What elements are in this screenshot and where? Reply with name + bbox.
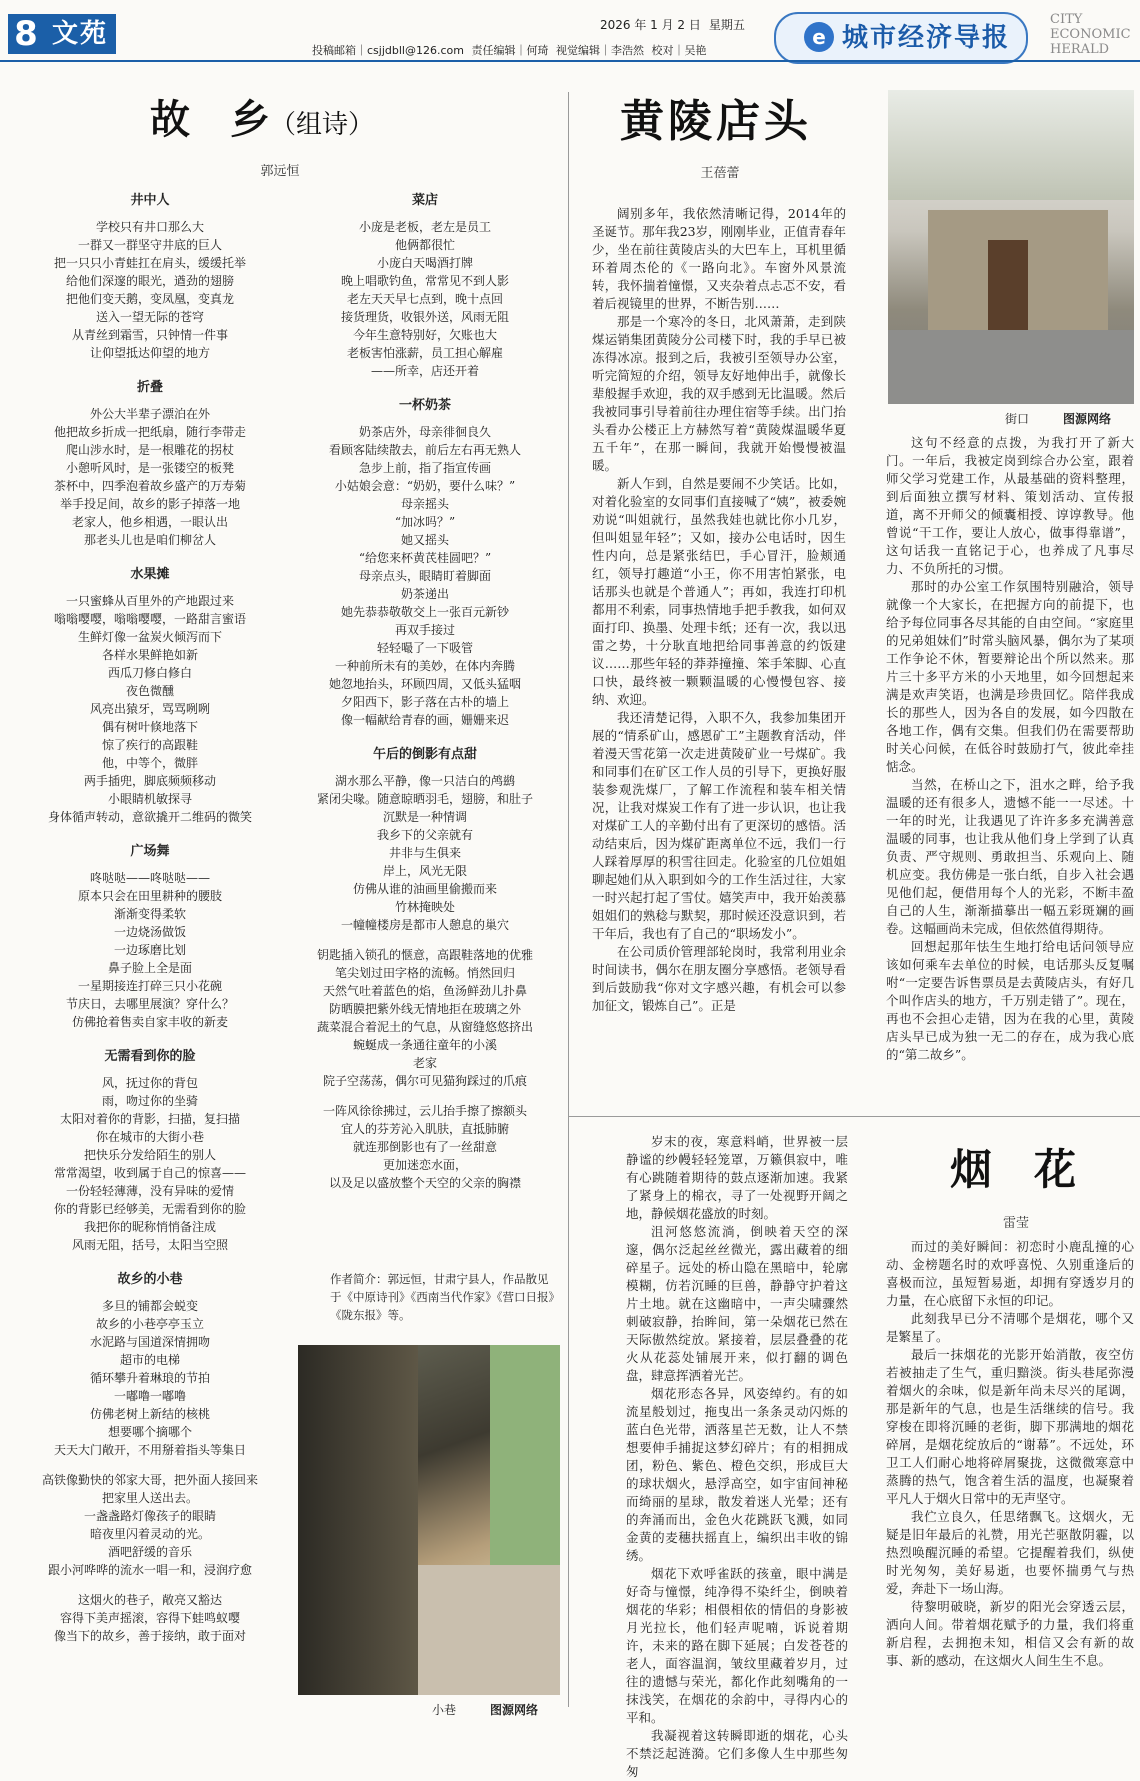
poem-line: 像当下的故乡，善于接纳，敢于面对	[53, 1629, 246, 1643]
paragraph: 我凝视着这转瞬即逝的烟花，心头不禁泛起涟漪。它们多像人生中那些匆匆	[626, 1728, 848, 1779]
issue-date	[600, 16, 753, 33]
poem-line: “加冰吗？”	[394, 515, 456, 529]
poem-line: 今年生意特别好，欠账也大	[352, 328, 497, 342]
poem-line: 湖水那么平静，像一只洁白的鸬鹚	[334, 774, 515, 788]
poem	[290, 189, 560, 380]
poem-title: 无需看到你的脸	[104, 1049, 196, 1064]
masthead	[774, 12, 1028, 64]
poem-line: 一份轻轻薄薄，没有异味的爱情	[65, 1184, 234, 1198]
poem-line: 常常渴望，收到属于自己的惊喜——	[53, 1166, 246, 1180]
poem-line: 超市的电梯	[119, 1353, 180, 1367]
paragraph: 烟花下欢呼雀跃的孩童，眼中满是好奇与憧憬，纯净得不染纤尘，倒映着烟花的华彩；相偎相依的情侣的身影被月光拉长，他们轻声呢喃，诉说着期许，未来的路在脚下延展；白发苍苍的老人，面容温润，皱纹里藏着岁月，过往的遗憾与荣光，都化作此刻嘴角的一抹浅笑，在烟花的余韵中，寻得内心的平和。	[626, 1566, 848, 1725]
poem-line: 蜿蜒成一条通往童年的小溪	[352, 1038, 497, 1052]
poem-line: 母亲点头，眼睛盯着脚面	[358, 569, 491, 583]
photo1-caption	[432, 1701, 538, 1718]
poem-line: 一幢幢楼房是都市人憩息的巢穴	[340, 918, 509, 932]
poems-column-right	[290, 175, 560, 1192]
poem-line: 水泥路与国道深情拥吻	[89, 1335, 210, 1349]
poem-title: 一杯奶茶	[398, 398, 451, 413]
paragraph: 我伫立良久，任思绪飘飞。这烟火，无疑是旧年最后的礼赞，用光芒驱散阴霾，以热烈唤醒沉睡的希望。它提醒着我们，纵使时光匆匆，美好易逝，也要怀揣勇气与热爱，奔赴下一场山海。	[886, 1509, 1134, 1596]
poem-line: 故乡的小巷亭亭玉立	[95, 1317, 204, 1331]
poem-line: 像一幅献给青春的画，姗姗来迟	[340, 713, 509, 727]
poem-line: 就连那倒影也有了一丝甜意	[352, 1140, 497, 1154]
poem-line: 各样水果鲜艳如新	[101, 648, 198, 662]
poem-line: 学校只有井口那么大	[95, 220, 204, 234]
poem-line: 再双手接过	[394, 623, 455, 637]
photo-wall-shade	[298, 1345, 418, 1695]
poem-line: 从青丝到霜雪，只钟情一件事	[71, 328, 228, 342]
poem-line: 小庞是老板，老左是员工	[358, 220, 491, 234]
poem-line: 以及足以盛放整个天空的父亲的胸襟	[328, 1176, 521, 1190]
poem-line: 一种前所未有的美妙，在体内奔腾	[334, 659, 515, 673]
photo-path	[418, 1565, 560, 1695]
article2-author: 王蓓蕾	[700, 166, 740, 181]
paragraph: 此刻我早已分不清哪个是烟花，哪个又是繁星了。	[886, 1311, 1134, 1344]
paragraph: 沮河悠悠流淌，倒映着天空的深邃，偶尔泛起丝丝微光，露出藏着的细碎星子。远处的桥山隐在黑暗中，轮廓模糊，仿若沉睡的巨兽，静静守护着这片土地。就在这幽暗中，一声尖啸骤然刺破寂静，抬眸间，第一朵烟花已然在天际傲然绽放。紧接着，层层叠叠的花火从花蕊处铺展开来，似打翻的调色盘，肆意挥洒着光芒。	[626, 1224, 848, 1383]
poem-line: 晚上唱歌钓鱼，常常见不到人影	[340, 274, 509, 288]
poem-line: 偶有树叶倏地落下	[101, 720, 198, 734]
poem-line: 一只蜜蜂从百里外的产地跟过来	[65, 594, 234, 608]
poem-line: 循环攀升着琳琅的节拍	[89, 1371, 210, 1385]
poem-line: 老板害怕涨薪，员工担心解雇	[346, 346, 503, 360]
poem-line: 钥匙插入锁孔的惬意，高跟鞋落地的优雅	[316, 948, 533, 962]
poem-line: 两手插兜，脚底频频移动	[83, 774, 216, 788]
poem-line: 酒吧舒缓的音乐	[107, 1545, 192, 1559]
poem-line: 夕阳西下，影子落在古朴的墙上	[340, 695, 509, 709]
poem-line: 原本只会在田里耕种的腰肢	[77, 889, 222, 903]
poem-title: 折叠	[136, 380, 163, 395]
section-name: 文苑	[44, 14, 116, 54]
article2-body-right	[886, 434, 1134, 1064]
paragraph: 待黎明破晓，新岁的阳光会穿透云层，洒向人间。带着烟花赋予的力量，我们将重新启程，去拥抱未知，相信又会有新的故事、新的感动，在这烟火人间生生不息。	[886, 1599, 1134, 1668]
poem-line: 看顾客陆续散去，前后左右再无熟人	[328, 443, 521, 457]
credit-proof: 校对｜吴艳	[651, 44, 707, 57]
poem-line: 西瓜刀修白修白	[107, 666, 192, 680]
poem	[290, 743, 560, 934]
poem-line: 夜色微醺	[125, 684, 174, 698]
paragraph: 我还清楚记得，入职不久，我参加集团开展的“情系矿山，感恩矿工”主题教育活动，伴着漫天雪花第一次走进黄陵矿业一号煤矿。我和同事们在矿区工作人员的引导下，更换好服装参观洗煤厂，了解工作流程和装车相关情况，让我对煤炭工作有了进一步认识，也让我对煤矿工人的辛勤付出有了更深切的感悟。活动结束后，因为煤矿距离单位不远，我们一行人踩着厚厚的积雪往回走。化验室的几位姐姐聊起她们从入职到如今的工作生活过往，大家一时兴起打起了雪仗。嬉笑声中，我开始羡慕姐姐们的熟稔与默契，那时候还没意识到，若干年后，我也有了自己的“职场发小”。	[592, 710, 846, 941]
poem-line: 紧闭尖喙。随意晾晒羽毛，翅膀，和肚子	[316, 792, 533, 806]
poem-title: 广场舞	[130, 844, 170, 859]
photo2-caption-text: 街口	[1005, 412, 1030, 426]
article2-title: 黄陵店头	[620, 96, 812, 147]
logo-icon: e	[804, 22, 834, 52]
poem-line: 一阵风徐徐拂过，云儿抬手擦了擦额头	[322, 1104, 527, 1118]
poem-line: 接货理货，收银外送，风雨无阻	[340, 310, 509, 324]
paper-name-en-line: ECONOMIC	[1050, 27, 1131, 42]
paragraph: 新人乍到，自然是要闹不少笑话。比如，对着化验室的女同事们直接喊了“姨”，被委婉劝说“叫姐就行，虽然我娃也就比你小几岁，但叫姐显年轻”；又如，接办公电话时，因生性内向，总是紧张结巴，手心冒汗，脸颊通红，领导打趣道“小王，你不用害怕紧张，电话那头也就是个普通人”；再如，我连打印机都用不利索，同事热情地手把手教我，如何双面打印、换墨、处理卡纸；还有一次，我以迅雷之势，十分耿直地把给同事善意的约饭建议……那些年轻的莽莽撞撞、笨手笨脚、心直口快，最终被一颗颗温暖的心慢慢包容、接纳、欢迎。	[592, 476, 846, 707]
poem-line: 奶茶店外，母亲徘徊良久	[358, 425, 491, 439]
poem-line: 她又摇头	[400, 533, 449, 547]
poem	[290, 394, 560, 729]
poem-line: 这烟火的巷子，敞亮又豁达	[77, 1593, 222, 1607]
poem	[20, 1579, 280, 1645]
paper-name-en-line: CITY	[1050, 12, 1083, 27]
paragraph: 阔别多年，我依然清晰记得，2014年的圣诞节。那年我23岁，刚刚毕业，正值青春年少，坐在前往黄陵店头的大巴车上，耳机里循环着周杰伦的《一路向北》。车窗外风景流转，我怀揣着憧憬，又夹杂着点忐忑不安，看着后视镜里的世界，不断告别……	[592, 206, 846, 311]
poem	[20, 376, 280, 549]
header-rule	[0, 60, 1140, 62]
poem-line: 咚哒哒——咚哒哒——	[89, 871, 210, 885]
poem	[20, 1268, 280, 1459]
poem-line: 仿佛从谁的油画里偷搬而来	[352, 882, 497, 896]
stanza-gap	[20, 1459, 280, 1471]
poem	[20, 563, 280, 826]
poem-line: 更加迷恋水面，	[382, 1158, 467, 1172]
poem-line: 我乡下的父亲就有	[376, 828, 473, 842]
poem-line: 仿佛老树上新结的核桃	[89, 1407, 210, 1421]
poems-column-left	[20, 175, 280, 1645]
poem-line: 爬山涉水时，是一根雕花的拐杖	[65, 443, 234, 457]
poem-line: 风，抚过你的背包	[101, 1076, 198, 1090]
paper-name-en	[1050, 12, 1131, 57]
poem-line: 你的背影已经够美，无需看到你的脸	[53, 1202, 246, 1216]
paragraph: 岁末的夜，寒意料峭，世界被一层静谧的纱幔轻轻笼罩，万籁俱寂中，唯有心跳随着期待的鼓点逐渐加速。我紧了紧身上的棉衣，寻了一处视野开阔之地，静候烟花盛放的时刻。	[626, 1134, 848, 1221]
paragraph: 回想起那年怯生生地打给电话问领导应该如何乘车去单位的时候，电话那头反复嘱咐“一定要告诉售票员是去黄陵店头，有好几个叫作店头的地方，千万别走错了”。现在，再也不会担心走错，因为在我的心里，黄陵店头早已成为独一无二的存在，成为我心底的“第二故乡”。	[886, 939, 1134, 1062]
poem-line: 跟小河哗哗的流水一唱一和，浸润疗愈	[47, 1563, 252, 1577]
poem-line: 天然气吐着蓝色的焰，鱼汤鲜劲儿扑鼻	[322, 984, 527, 998]
paragraph: 在公司质价管理部轮岗时，我常利用业余时间读书，偶尔在朋友圈分享感悟。老领导看到后鼓励我“你对文字感兴趣，有机会可以参加征文，锻炼自己”。正是	[592, 944, 846, 1013]
column-divider	[568, 92, 569, 1707]
poem-line: 容得下美声摇滚，容得下蛙鸣蚁嘤	[59, 1611, 240, 1625]
poem-line: 送入一望无际的苍穹	[95, 310, 204, 324]
article3-body-right	[886, 1238, 1134, 1670]
poem-line: 把快乐分发给陌生的别人	[83, 1148, 216, 1162]
paragraph: 当然，在桥山之下，沮水之畔，给予我温暖的还有很多人，遗憾不能一一尽述。十一年的时光，让我遇见了许许多多充满善意温暖的同事，也让我从他们身上学到了认真负责、严守规则、勇敢担当、乐观向上、随机应变。我仿佛是一张白纸，自步入社会遇见他们起，便借用每个人的光彩，不断丰盈自己的人生，渐渐描摹出一幅五彩斑斓的画卷。这幅画尚未完成，但依然值得期待。	[886, 777, 1134, 936]
poem-line: 给他们深邃的眼光，遒劲的翅膀	[65, 274, 234, 288]
poem-line: 仿佛抢着售卖自家丰收的新麦	[71, 1015, 228, 1029]
poem-line: 岸上，风光无限	[382, 864, 467, 878]
poem-line: 急步上前，指了指宣传画	[358, 461, 491, 475]
poem-title: 故乡的小巷	[117, 1272, 183, 1287]
poem-line: 节庆日，去哪里展演？穿什么？	[65, 997, 234, 1011]
poem	[290, 934, 560, 1090]
article3-body-left	[626, 1133, 848, 1781]
poem-line: 茶杯中，四季泡着故乡盛产的万寿菊	[53, 479, 246, 493]
paragraph: 那时的办公室工作氛围特别融洽，领导就像一个大家长，在把握方向的前提下，也给予每位同事各尽其能的自由空间。“家庭里的兄弟姐妹们”时常头脑风暴，偶尔为了某项工作争论不休，暂要辩论出个所以然来。那片三十多平方米的小天地里，如今回想起来满是欢声笑语，也满是珍贵回忆。陪伴我成长的那些人，因为各自的发展，如今四散在各地工作，偶有交集。但我们仍在需要帮助时关心问候，在低谷时鼓励打气，彼此牵挂惦念。	[886, 579, 1134, 774]
poem-line: 一边琢磨比划	[113, 943, 186, 957]
stanza-gap	[20, 1579, 280, 1591]
poem-line: 想要哪个摘哪个	[107, 1425, 192, 1439]
poem-line: 渐渐变得柔软	[113, 907, 186, 921]
poem	[290, 1090, 560, 1192]
article1-title-main: 故 乡	[150, 96, 270, 143]
paragraph: 最后一抹烟花的光影开始消散，夜空仿若被抽走了生气，重归黯淡。街头巷尾弥漫着烟火的余味，似是新年尚未尽兴的尾调，那是新年的气息，也是生活继续的信号。我穿梭在即将沉睡的老街，脚下那满地的烟花碎屑，是烟花绽放后的“谢幕”。不远处，环卫工人们耐心地将碎屑聚拢，这微微寒意中蒸腾的热气，饱含着生活的温度，也凝聚着平凡人于烟火日常中的无声坚守。	[886, 1347, 1134, 1506]
photo-door	[988, 240, 1028, 330]
photo2-caption	[1005, 410, 1111, 427]
photo-road	[888, 330, 1134, 404]
poem-line: 小眼睛机敏探寻	[107, 792, 192, 806]
credit-email: 投稿邮箱｜csjjdbll@126.com	[312, 44, 464, 57]
poem-line: 她忽地抬头，环顾四周，又低头猛咽	[328, 677, 521, 691]
photo-sky	[888, 90, 1134, 200]
poem-line: 把一只只小青蛙扛在肩头，缓缓托举	[53, 256, 246, 270]
poem-line: 暗夜里闪着灵动的光。	[89, 1527, 210, 1541]
poem-line: 把家里人送出去。	[101, 1491, 198, 1505]
poem-line: 竹林掩映处	[394, 900, 455, 914]
poem-line: 他俩都很忙	[394, 238, 455, 252]
poem-line: 他，中等个，微胖	[101, 756, 198, 770]
poem-line: 母亲摇头	[400, 497, 449, 511]
poem-title: 井中人	[130, 193, 170, 208]
poem-line: 你在城市的大街小巷	[95, 1130, 204, 1144]
poem-line: 一盏盏路灯像孩子的眼睛	[83, 1509, 216, 1523]
author-bio: 作者简介：郭远恒，甘肃宁县人，作品散见于《中原诗刊》《西南当代作家》《营口日报》《陇东报》等。	[330, 1272, 555, 1322]
paper-name: 城市经济导报	[842, 23, 1011, 53]
article1-title	[150, 92, 374, 153]
credit-editor: 责任编辑｜何琦	[471, 44, 549, 57]
article3-author: 雷莹	[1002, 1216, 1029, 1231]
paragraph: 烟花形态各异，风姿绰约。有的如流星般划过，拖曳出一条条灵动闪烁的蓝白色光带，洒落星芒无数，让人不禁想要伸手捕捉这梦幻碎片；有的相拥成团，粉色、紫色、橙色交织，形成巨大的球状烟火，悬浮高空，如宇宙间神秘而绮丽的星球，散发着迷人光晕；还有的奔涌而出，金色火花跳跃飞溅，如同金黄的麦穗扶摇直上，编织出丰收的锦绣。	[626, 1386, 848, 1563]
poem-line: 嗡嗡嘤嘤，嗡嗡嘤嘤，一路甜言蜜语	[53, 612, 246, 626]
poem-line: 轻轻嘬了一下吸管	[376, 641, 473, 655]
poem-title: 菜店	[411, 193, 438, 208]
poem-title: 午后的倒影有点甜	[372, 747, 477, 762]
poem-line: 让仰望抵达仰望的地方	[89, 346, 210, 360]
poem-line: 风雨无阻，括号，太阳当空照	[71, 1238, 228, 1252]
alley-photo	[298, 1345, 560, 1695]
poem-line: 天天大门敞开，不用掰着指头等集日	[53, 1443, 246, 1457]
poem-line: 他把故乡折成一把纸扇，随行李带走	[53, 425, 246, 439]
paragraph: 这句不经意的点拨，为我打开了新大门。一年后，我被定岗到综合办公室，跟着师父学习党建工作，从最基础的资料整理，到后面独立撰写材料、策划活动、宣传报道，离不开师父的倾囊相授、谆谆教导。他曾说“干工作，要让人放心，做事得靠谱”，这句话我一直铭记于心，也养成了凡事尽力、不负所托的习惯。	[886, 435, 1134, 576]
poem-line: 小姑娘会意：“奶奶，要什么味？”	[334, 479, 516, 493]
photo-tree	[490, 1345, 560, 1565]
date-text: 2026 年 1 月 2 日	[600, 18, 701, 32]
poem-line: 老家	[412, 1056, 437, 1070]
poem-line: 高铁像勤快的邻家大哥，把外面人接回来	[41, 1473, 258, 1487]
article1-subtitle: （组诗）	[270, 110, 375, 140]
poem-line: 奶茶递出	[400, 587, 449, 601]
article3-title: 烟 花	[950, 1145, 1077, 1194]
poem-line: 那老头儿也是咱们柳岔人	[83, 533, 216, 547]
poem-line: 鼻子脸上全是面	[107, 961, 192, 975]
poem-line: 一边烧汤做饭	[113, 925, 186, 939]
poem-line: 把他们变天鹅，变凤凰，变真龙	[65, 292, 234, 306]
article-divider	[568, 1116, 1140, 1117]
poem-line: 防晒膜把紫外线无情地拒在玻璃之外	[328, 1002, 521, 1016]
poem-line: 我把你的昵称悄悄备注成	[83, 1220, 216, 1234]
poem-line: 生鲜灯像一盆炭火倾泻而下	[77, 630, 222, 644]
poem	[20, 189, 280, 362]
poem-line: 惊了疾行的高跟鞋	[101, 738, 198, 752]
weekday-text: 星期五	[708, 18, 745, 32]
poem-line: 宜人的芬芳沁入肌肤，直抵肺腑	[340, 1122, 509, 1136]
stanza-gap	[290, 1090, 560, 1102]
poem-line: 院子空荡荡，偶尔可见猫狗踩过的爪痕	[322, 1074, 527, 1088]
poem-line: 举手投足间，故乡的影子掉落一地	[59, 497, 240, 511]
stanza-gap	[290, 934, 560, 946]
editorial-credits	[312, 42, 710, 58]
poem-line: 沉默是一种情调	[382, 810, 467, 824]
poem	[20, 1045, 280, 1254]
poem	[20, 1459, 280, 1579]
poem-line: 小庞白天喝酒打牌	[376, 256, 473, 270]
poem-line: 一星期接连打碎三只小花碗	[77, 979, 222, 993]
photo2-credit: 图源网络	[1063, 412, 1112, 426]
poem-line: 一群又一群坚守井底的巨人	[77, 238, 222, 252]
poem-line: 外公大半辈子漂泊在外	[89, 407, 210, 421]
poem-line: 一嘟噜一嘟噜	[113, 1389, 186, 1403]
poem-line: 蔬菜混合着泥土的气息，从窗缝悠悠挤出	[316, 1020, 533, 1034]
credit-visual: 视觉编辑｜李浩然	[555, 44, 644, 57]
poem-title: 水果摊	[130, 567, 170, 582]
photo1-credit: 图源网络	[490, 1703, 539, 1717]
poem-line: 老左天天早七点到，晚十点回	[346, 292, 503, 306]
poem-line: 雨，吻过你的坐骑	[101, 1094, 198, 1108]
poem-line: 小憩听风时，是一张镂空的板凳	[65, 461, 234, 475]
article2-body-left	[592, 205, 846, 1015]
poem-line: ——所幸，店还开着	[370, 364, 479, 378]
poem-line: 她先恭恭敬敬交上一张百元新钞	[340, 605, 509, 619]
article1-author: 郭远恒	[260, 164, 300, 179]
poem-line: 太阳对着你的背影，扫描，复扫描	[59, 1112, 240, 1126]
street-photo	[888, 90, 1134, 404]
poem-line: 多旦的铺都会蜕变	[101, 1299, 198, 1313]
poem-line: “给您来杯黄芪桂圆吧？”	[358, 551, 492, 565]
photo1-caption-text: 小巷	[432, 1703, 457, 1717]
poem-line: 老家人，他乡相遇，一眼认出	[71, 515, 228, 529]
poem	[20, 840, 280, 1031]
poem-line: 身体循声转动，意欲撬开二维码的微笑	[47, 810, 252, 824]
poem-line: 笔尖划过田字格的流畅。悄然回归	[334, 966, 515, 980]
paragraph: 那是一个寒冷的冬日，北风萧萧，走到陕煤运销集团黄陵分公司楼下时，我的手早已被冻得冰凉。报到之后，我被引至领导办公室，听完简短的介绍，领导友好地伸出手，就像长辈般握手欢迎，我的双手感到无比温暖。然后我被同事引导着前往办理住宿等手续。出门抬头看办公楼正上方赫然写着“黄陵煤温暖华夏五千年”，在那一瞬间，我就开始慢慢被温暖。	[592, 314, 846, 473]
poem-line: 风亮出猿牙，骂骂咧咧	[89, 702, 210, 716]
paper-name-en-line: HERALD	[1050, 42, 1110, 57]
page-number: 8	[8, 14, 44, 54]
paragraph: 而过的美好瞬间：初恋时小鹿乱撞的心动、金榜题名时的欢呼喜悦、久别重逢后的喜极而泣，虽短暂易逝，却拥有穿透岁月的力量，在心底留下永恒的印记。	[886, 1239, 1134, 1308]
poem-line: 井非与生俱来	[388, 846, 461, 860]
